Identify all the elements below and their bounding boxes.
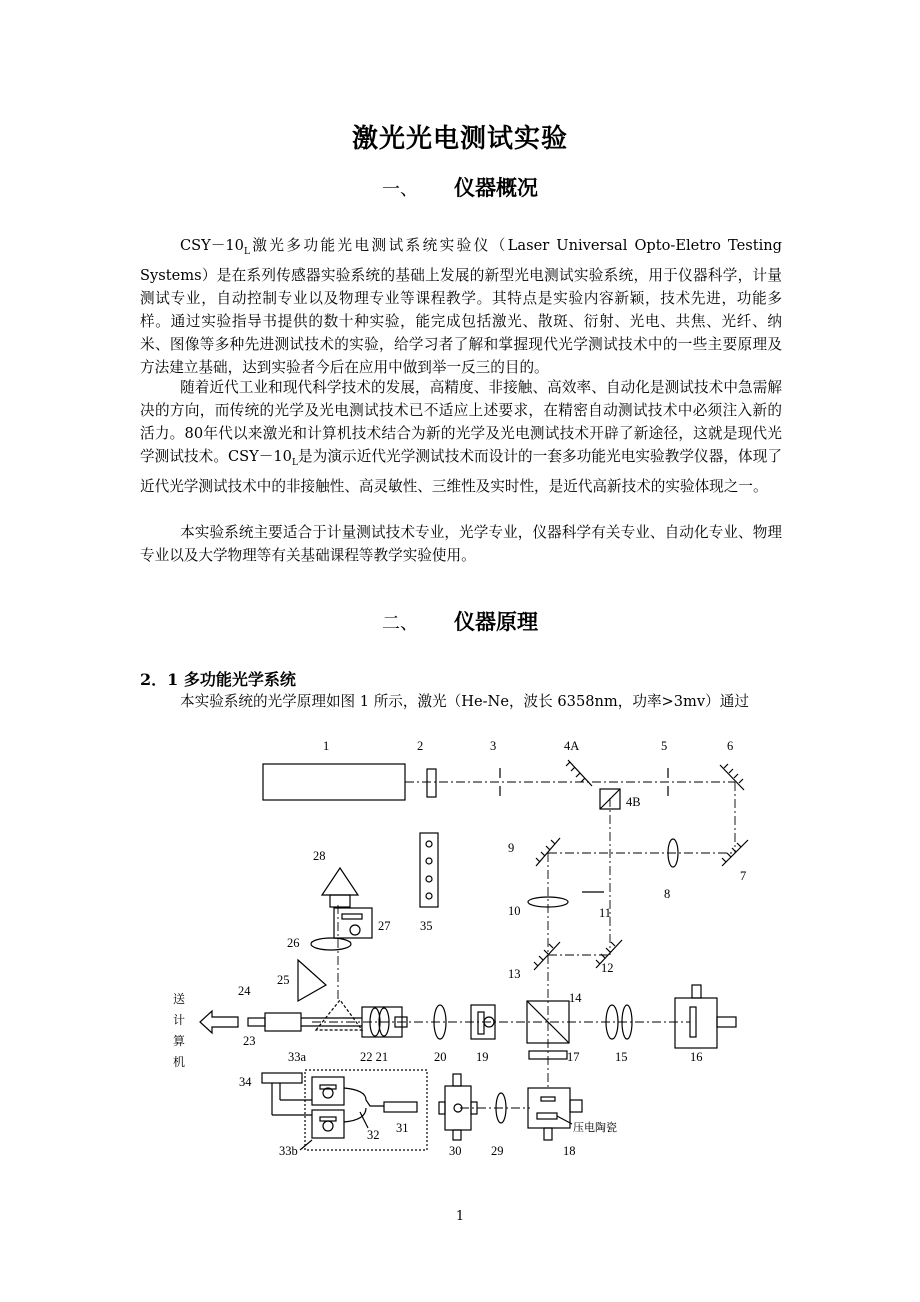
label-8: 8: [664, 887, 671, 901]
mirror-13: [534, 942, 560, 970]
p1-subscript: L: [243, 246, 250, 257]
label-11: 11: [599, 906, 612, 920]
prism-25: [298, 960, 326, 1001]
label-33a: 33a: [288, 1050, 307, 1064]
label-9: 9: [508, 841, 515, 855]
section-2-title: 仪器原理: [454, 609, 538, 634]
page-number: 1: [455, 1209, 465, 1224]
label-1: 1: [323, 739, 330, 753]
label-15: 15: [615, 1050, 628, 1064]
fiber-32: [344, 1088, 384, 1106]
label-2: 2: [417, 739, 424, 753]
arrow-left-icon: [200, 1011, 238, 1033]
label-22-21: 22 21: [360, 1050, 389, 1064]
element-2: [427, 769, 436, 797]
section-1-number: 一、: [382, 179, 418, 200]
label-10: 10: [508, 904, 521, 918]
label-7: 7: [740, 869, 747, 883]
label-34: 34: [239, 1075, 252, 1089]
p2-start: 随着近代工业和现代科学技术的发展，高精度、非接触、高效率、自动化是测试技术中急需解决的方向，而传统的光学及光电测试技术已不适应上述要求，在精密自动测试技术中必须注入新的活力。80年代以来激光和计算机技术结合为新的光学及光电测试技术开辟了新途径，这就是现代光学测试技术。CSY－10: [140, 379, 782, 465]
detector-33b: [312, 1110, 344, 1138]
label-send-3: 算: [173, 1034, 186, 1048]
label-6: 6: [727, 739, 734, 753]
p1-start: CSY－10: [180, 237, 244, 254]
label-33b: 33b: [279, 1144, 298, 1158]
section-2-number: 二、: [382, 613, 418, 634]
section-1-title: 仪器概况: [454, 175, 538, 200]
element-31: [384, 1102, 417, 1112]
label-4a: 4A: [564, 739, 580, 753]
label-23: 23: [243, 1034, 256, 1048]
label-27: 27: [378, 919, 391, 933]
camera-16: [675, 985, 736, 1048]
fiber-holder-23: [248, 1013, 362, 1031]
label-20: 20: [434, 1050, 447, 1064]
label-16: 16: [690, 1050, 703, 1064]
label-18: 18: [563, 1144, 576, 1158]
label-send-2: 计: [173, 1013, 186, 1027]
label-29: 29: [491, 1144, 504, 1158]
lens-26: [311, 938, 351, 950]
label-17: 17: [567, 1050, 580, 1064]
label-24: 24: [238, 984, 251, 998]
detector-27: [334, 908, 372, 938]
label-35: 35: [420, 919, 433, 933]
label-26: 26: [287, 936, 300, 950]
mirror-6: [720, 764, 744, 790]
p2-subscript: L: [291, 457, 298, 468]
page-title: 激光光电测试实验: [351, 124, 568, 154]
label-piezo: 压电陶瓷: [573, 1121, 617, 1134]
p4-text: 本实验系统的光学原理如图 1 所示，激光（He-Ne，波长 6358nm，功率>3mv）通过: [180, 693, 749, 710]
label-30: 30: [449, 1144, 462, 1158]
element-30: [439, 1074, 477, 1140]
label-32: 32: [367, 1128, 380, 1142]
label-13: 13: [508, 967, 521, 981]
element-34: [262, 1073, 302, 1083]
prism-28: [322, 868, 358, 907]
p2-rest: 是为演示近代光学测试技术而设计的一套多功能光电实验教学仪器，体现了近代光学测试技术中的非接触性、高灵敏性、三维性及实时性，是近代高新技术的实验体现之一。: [140, 448, 782, 495]
label-5: 5: [661, 739, 668, 753]
laser-tube: [263, 764, 405, 800]
label-12: 12: [601, 961, 614, 975]
p3-text: 本实验系统主要适合于计量测试技术专业，光学专业，仪器科学有关专业、自动化专业、物理专业以及大学物理等有关基础课程等教学实验使用。: [140, 524, 782, 564]
label-send-4: 机: [173, 1055, 186, 1069]
label-4b: 4B: [626, 795, 641, 809]
p1-rest: 激光多功能光电测试系统实验仪（Laser Universal Opto-Eletro Testing Systems）是在系列传感器实验系统的基础上发展的新型光电测试实验系统，用于仪器科学，计量测试专业，自动控制专业以及物理专业等课程教学。其特点是实验内容新颖，技术先进，功能多样。通过实验指导书提供的数十种实验，能完成包括激光、散斑、衍射、光电、共焦、光纤、纳米、图像等多种先进测试技术的实验，给学习者了解和掌握现代光学测试技术中的一些主要原理及方法建立基础，达到实验者今后在应用中做到举一反三的目的。: [140, 237, 782, 376]
detector-33a: [312, 1077, 344, 1105]
label-25: 25: [277, 973, 290, 987]
label-3: 3: [490, 739, 497, 753]
label-28: 28: [313, 849, 326, 863]
label-send-1: 送: [173, 992, 186, 1006]
grating-35: [420, 833, 438, 907]
label-31: 31: [396, 1121, 409, 1135]
label-19: 19: [476, 1050, 489, 1064]
label-14: 14: [569, 991, 582, 1005]
subsection-heading: 2．1 多功能光学系统: [140, 670, 296, 689]
